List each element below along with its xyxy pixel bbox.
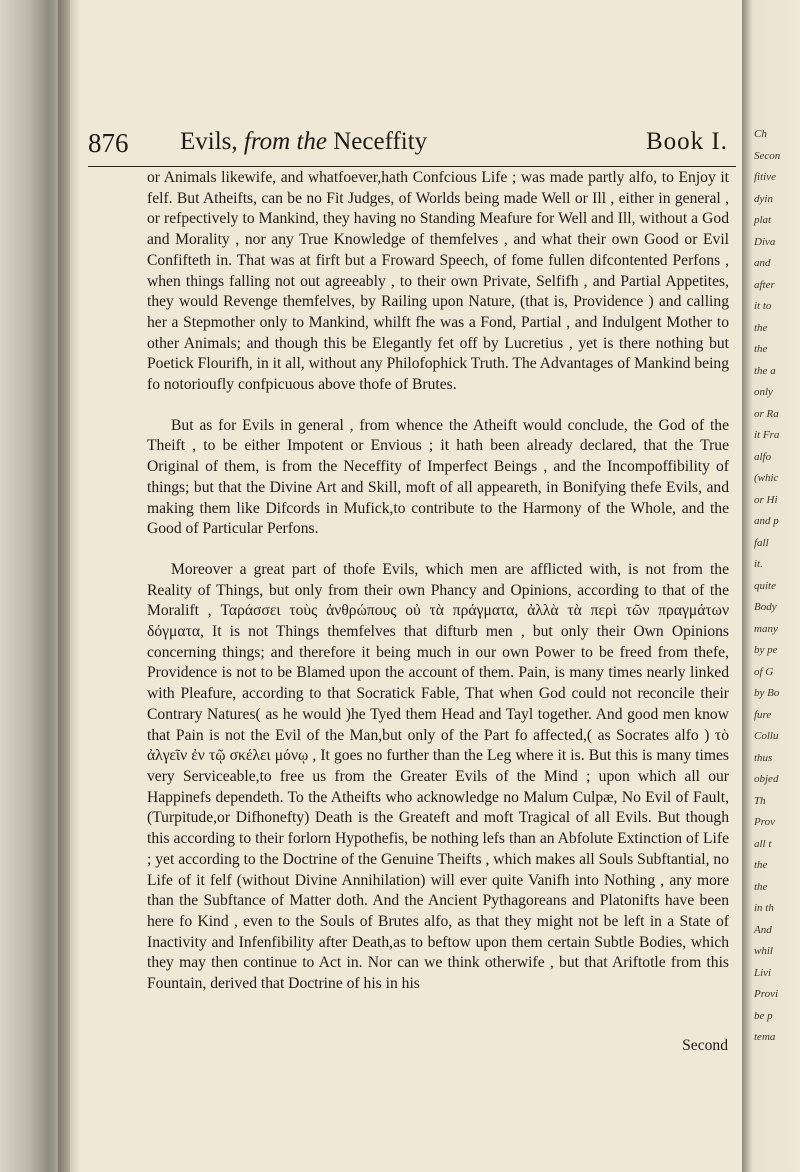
facing-page-fragment: or Hi — [754, 493, 778, 506]
facing-page-fragment: Diva — [754, 235, 776, 248]
catchword: Second — [682, 1037, 728, 1054]
facing-page-fragment: it Fra — [754, 429, 780, 441]
facing-page-fragment: plat — [754, 214, 772, 226]
facing-page-fragment: by Bo — [754, 687, 780, 699]
running-title-italic: from the — [243, 128, 327, 155]
facing-page-fragment: fall — [754, 536, 769, 549]
facing-page-fragment: dyin — [754, 192, 773, 205]
facing-page-fragment: Prov — [754, 816, 775, 828]
facing-page-fragment: and p — [754, 515, 779, 527]
header-rule — [88, 166, 736, 167]
book-label: Book I. — [646, 128, 728, 155]
facing-page-fragment: Collu — [754, 730, 779, 742]
facing-page-fragment: all t — [754, 837, 772, 850]
facing-page-fragment: alfo — [754, 450, 772, 463]
facing-page-fragment: Provi — [754, 988, 779, 1000]
facing-page-fragment: Livi — [754, 966, 772, 979]
paragraph-1: or Animals likewife, and whatfoever,hath Confcious Life ; was made partly alfo, to Enjoy it felf. But Atheifts, can be no Fit Judges, of Worlds being made Well or Ill , either in general , or refpectively to Mankind, they having no Standing Meafure for Well and Ill, without a God and Morality , nor any True Knowledge of themfelves , and what their own Good or Evil Confifteth in. That was at firft but a Froward Speech, of fome fullen difcontented Perfons , when things falling not out agreeably , to their own Private, Selfifh , and Partial Appetites, they would Revenge themfelves, by Railing upon Nature, (that is, Providence ) and calling her a Stepmother only to Mankind, whilft fhe was a Fond, Partial , and Indulgent Mother to other Animals; and though this be Elegantly fet off by Lucretius , yet is there nothing but Poetick Flourifh, in it all, without any Philofophick Truth. The Advantages of Mankind being fo notorioufly confpicuous above thofe of Brutes. — [147, 169, 729, 394]
facing-page-fragment: tema — [754, 1031, 776, 1043]
page-number: 876 — [88, 128, 129, 158]
facing-page-fragment: be p — [754, 1009, 773, 1022]
facing-page-fragment: Body — [754, 601, 777, 613]
facing-page-fragment: and — [754, 257, 771, 269]
facing-page-fragment: (whic — [754, 472, 779, 484]
gutter-shadow — [58, 0, 80, 1172]
facing-page-fragment: And — [754, 923, 772, 936]
facing-page-fragment: Th — [754, 794, 766, 807]
facing-page-fragment: after — [754, 278, 775, 291]
page-header — [88, 128, 728, 168]
facing-page-fragment: the — [754, 343, 768, 355]
facing-page-fragment: by pe — [754, 644, 778, 656]
facing-page-fragment: the a — [754, 364, 776, 377]
facing-page-edge — [742, 0, 800, 1172]
facing-page-fragment: of G — [754, 665, 774, 678]
facing-page-fragment: whil — [754, 945, 773, 957]
facing-page-fragment: it. — [754, 558, 763, 570]
running-title-suffix: Neceffity — [327, 128, 428, 155]
facing-page-fragment: or Ra — [754, 407, 779, 420]
facing-page-fragment: the — [754, 880, 768, 893]
facing-page-fragment: it to — [754, 300, 772, 312]
paragraph-2: But as for Evils in general , from whence the Atheift would conclude, the God of the Theift , to be either Impotent or Envious ; it hath been already declared, that the True Original of them, is from the Neceffity of Imperfect Beings , and the Incompoffibility of things; but that the Divine Art and Skill, moft of all appeareth, in Bonifying thefe Evils, and making them like Difcords in Mufick,to contribute to the Harmony of the Whole, and the Good of Particular Perfons. — [147, 416, 729, 538]
facing-page-fragment: the — [754, 859, 768, 871]
running-title-prefix: Evils, — [180, 128, 244, 155]
facing-page-fragment: only — [754, 386, 773, 398]
facing-page-fragment: in th — [754, 902, 774, 914]
facing-page-fragment: thus — [754, 751, 773, 764]
facing-page-fragment: fitive — [754, 171, 776, 183]
facing-page-fragment: fure — [754, 708, 772, 721]
paragraph-3: Moreover a great part of thofe Evils, which men are afflicted with, is not from the Reality of Things, but only from their own Phancy and Opinions, according to that of the Moralift , Ταράσσει τοὺς ἀνθρώπους οὐ τὰ πράγματα, ἀλλὰ τὰ περὶ τῶν πραγμάτων δόγματα, It is not Things themfelves that difturb men , but only their Own Opinions concerning things; and therefore it being much in our own Power to be freed from thefe, Providence is not to be Blamed upon the account of them. Pain, is many times nearly linked with Pleafure, according to that Socratick Fable, That when God could not reconcile their Contrary Natures( as he would )he Tyed them Head and Tayl together. And good men know that Pain is not the Evil of the Man,but only of the Part fo affected,( as Socrates alfo ) τὸ ἀλγεῖν ἐν τῷ σκέλει μόνῳ , It goes no further than the Leg where it is. But this is many times very Serviceable,to free us from the Greater Evils of the Mind ; upon which all our Happinefs dependeth. To the Atheifts who acknowledge no Malum Culpæ, No Evil of Fault, (Turpitude,or Difhonefty) Death is the Greateft and moft Tragical of all Evils. But though this according to their forlorn Hypothefis, be nothing lefs than an Abfolute Extinction of Life ; yet according to the Doctrine of the Genuine Theifts , which makes all Souls Subftantial, no Life of it felf (without Divine Annihilation) will ever quite Vanifh into Nothing , any more than the Subftance of Matter doth. And the Ancient Pythagoreans and Platonifts have been here fo Kind , even to the Souls of Brutes alfo, as that they might not be left in a State of Inactivity and Infenfibility after Death,as to beftow upon them certain Subtle Bodies, which they may then continue to Act in. Nor can we think otherwife , but that Ariftotle from this Fountain, derived that Doctrine of his in his — [147, 560, 729, 993]
facing-page-fragment: objed — [754, 773, 779, 785]
facing-page-fragment: many — [754, 622, 778, 635]
running-title — [180, 128, 427, 156]
page-body — [147, 168, 729, 995]
facing-page-fragment: Secon — [754, 149, 781, 162]
facing-page-fragment: the — [754, 321, 768, 334]
facing-page-fragment: quite — [754, 579, 776, 592]
facing-page-fragment: Ch — [754, 128, 767, 140]
